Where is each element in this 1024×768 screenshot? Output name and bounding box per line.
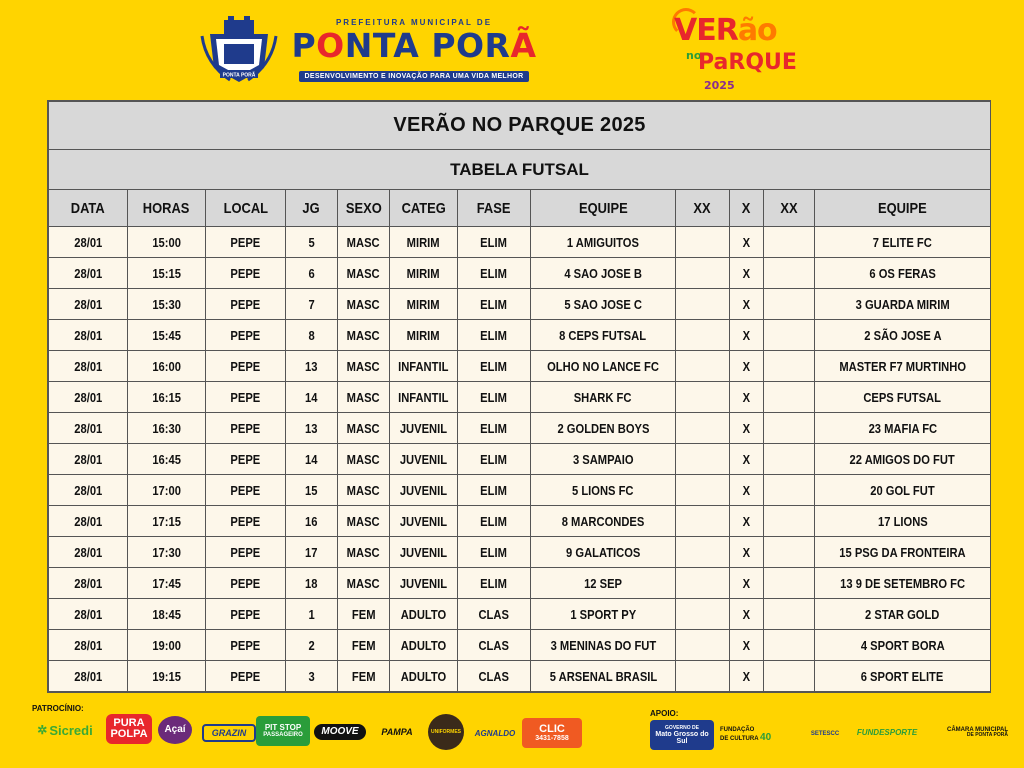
cell-versus: X bbox=[730, 475, 764, 506]
cell-phase: ELIM bbox=[458, 413, 531, 444]
cell-time: 17:45 bbox=[128, 568, 206, 599]
table-row bbox=[49, 351, 991, 382]
cell-gender: FEM bbox=[338, 599, 390, 630]
pampa-logo: PAMPA bbox=[381, 726, 413, 737]
cell-score-away bbox=[764, 382, 815, 413]
cell-time: 16:30 bbox=[128, 413, 206, 444]
cell-score-home bbox=[676, 382, 730, 413]
cell-versus: X bbox=[730, 599, 764, 630]
cell-location: PEPE bbox=[206, 444, 286, 475]
event-logo-verao: VERão bbox=[674, 13, 777, 48]
uniformes-logo: UNIFORMES bbox=[428, 714, 464, 750]
cell-location: PEPE bbox=[206, 506, 286, 537]
cell-score-away bbox=[764, 630, 815, 661]
cell-category: MIRIM bbox=[390, 289, 458, 320]
cell-location: PEPE bbox=[206, 320, 286, 351]
cell-score-away bbox=[764, 537, 815, 568]
column-header-team-home: EQUIPE bbox=[531, 190, 676, 227]
cell-game: 1 bbox=[286, 599, 338, 630]
cell-score-away bbox=[764, 258, 815, 289]
cell-category: MIRIM bbox=[390, 258, 458, 289]
cell-gender: MASC bbox=[338, 351, 390, 382]
cell-score-away bbox=[764, 351, 815, 382]
cell-gender: MASC bbox=[338, 413, 390, 444]
cell-time: 16:45 bbox=[128, 444, 206, 475]
cell-versus: X bbox=[730, 227, 764, 258]
cell-team-home: OLHO NO LANCE FC bbox=[531, 351, 676, 382]
agnaldo-logo: AGNALDO bbox=[474, 729, 516, 738]
cell-date: 28/01 bbox=[49, 599, 128, 630]
cell-gender: MASC bbox=[338, 506, 390, 537]
cell-time: 15:00 bbox=[128, 227, 206, 258]
table-row bbox=[49, 537, 991, 568]
cell-team-home: 5 SAO JOSE C bbox=[531, 289, 676, 320]
moove-logo: MOOVE bbox=[314, 724, 366, 740]
cell-score-home bbox=[676, 289, 730, 320]
pit-stop-logo: PIT STOP PASSAGEIRO bbox=[256, 716, 310, 746]
cell-versus: X bbox=[730, 382, 764, 413]
cell-phase: ELIM bbox=[458, 444, 531, 475]
cell-game: 8 bbox=[286, 320, 338, 351]
cell-versus: X bbox=[730, 630, 764, 661]
cell-game: 15 bbox=[286, 475, 338, 506]
column-header-time: HORAS bbox=[128, 190, 206, 227]
cell-gender: MASC bbox=[338, 537, 390, 568]
cell-team-home: SHARK FC bbox=[531, 382, 676, 413]
cell-team-away: 17 LIONS bbox=[815, 506, 991, 537]
city-name: PONTA PORÃ bbox=[291, 26, 537, 65]
cell-phase: ELIM bbox=[458, 227, 531, 258]
cell-versus: X bbox=[730, 568, 764, 599]
cell-score-home bbox=[676, 320, 730, 351]
column-header-category: CATEG bbox=[390, 190, 458, 227]
cell-versus: X bbox=[730, 506, 764, 537]
cell-score-home bbox=[676, 444, 730, 475]
cell-score-away bbox=[764, 475, 815, 506]
cell-category: ADULTO bbox=[390, 630, 458, 661]
cell-gender: MASC bbox=[338, 227, 390, 258]
cell-team-away: 4 SPORT BORA bbox=[815, 630, 991, 661]
cell-game: 16 bbox=[286, 506, 338, 537]
pura-polpa-logo: PURA POLPA bbox=[106, 714, 152, 744]
column-header-gender: SEXO bbox=[338, 190, 390, 227]
cell-team-away: 6 OS FERAS bbox=[815, 258, 991, 289]
column-header-phase: FASE bbox=[458, 190, 531, 227]
cell-location: PEPE bbox=[206, 227, 286, 258]
cell-gender: MASC bbox=[338, 444, 390, 475]
cell-category: INFANTIL bbox=[390, 351, 458, 382]
cell-gender: FEM bbox=[338, 630, 390, 661]
cell-game: 17 bbox=[286, 537, 338, 568]
cell-score-away bbox=[764, 320, 815, 351]
patrocinio-label: PATROCÍNIO: bbox=[32, 704, 84, 713]
column-header-versus: X bbox=[730, 190, 764, 227]
schedule-table-container bbox=[47, 100, 991, 693]
cell-team-home: 8 MARCONDES bbox=[531, 506, 676, 537]
column-header-score-away: XX bbox=[764, 190, 815, 227]
apoio-label: APOIO: bbox=[650, 709, 679, 718]
cell-score-away bbox=[764, 599, 815, 630]
cell-score-home bbox=[676, 599, 730, 630]
cell-game: 14 bbox=[286, 444, 338, 475]
cell-date: 28/01 bbox=[49, 444, 128, 475]
cell-versus: X bbox=[730, 413, 764, 444]
cell-versus: X bbox=[730, 289, 764, 320]
cell-category: JUVENIL bbox=[390, 568, 458, 599]
cell-score-away bbox=[764, 661, 815, 692]
cell-team-away: 7 ELITE FC bbox=[815, 227, 991, 258]
cell-game: 6 bbox=[286, 258, 338, 289]
cell-phase: ELIM bbox=[458, 506, 531, 537]
cell-date: 28/01 bbox=[49, 320, 128, 351]
setescc-logo: SETESCC bbox=[810, 731, 840, 737]
cell-score-home bbox=[676, 258, 730, 289]
table-row bbox=[49, 413, 991, 444]
city-crest-logo bbox=[200, 14, 278, 86]
cell-date: 28/01 bbox=[49, 413, 128, 444]
cell-location: PEPE bbox=[206, 537, 286, 568]
cell-team-home: 1 SPORT PY bbox=[531, 599, 676, 630]
cell-team-home: 5 LIONS FC bbox=[531, 475, 676, 506]
cell-category: MIRIM bbox=[390, 227, 458, 258]
cell-category: JUVENIL bbox=[390, 475, 458, 506]
cell-phase: CLAS bbox=[458, 661, 531, 692]
table-row bbox=[49, 506, 991, 537]
grazin-logo: GRAZIN bbox=[202, 724, 256, 742]
cell-gender: MASC bbox=[338, 258, 390, 289]
table-row bbox=[49, 599, 991, 630]
cell-team-away: 22 AMIGOS DO FUT bbox=[815, 444, 991, 475]
cell-date: 28/01 bbox=[49, 258, 128, 289]
event-logo-parque: PaRQUE bbox=[698, 50, 797, 75]
cell-time: 18:45 bbox=[128, 599, 206, 630]
cell-versus: X bbox=[730, 351, 764, 382]
cell-team-away: 23 MAFIA FC bbox=[815, 413, 991, 444]
cell-category: JUVENIL bbox=[390, 537, 458, 568]
cell-game: 5 bbox=[286, 227, 338, 258]
table-row bbox=[49, 258, 991, 289]
cell-score-home bbox=[676, 351, 730, 382]
cell-versus: X bbox=[730, 537, 764, 568]
camara-municipal-logo: CÂMARA MUNICIPAL DE PONTA PORÃ bbox=[947, 726, 1008, 738]
verao-no-parque-logo bbox=[668, 6, 797, 98]
cell-gender: MASC bbox=[338, 475, 390, 506]
cell-location: PEPE bbox=[206, 630, 286, 661]
cell-team-away: 15 PSG DA FRONTEIRA bbox=[815, 537, 991, 568]
cell-score-home bbox=[676, 475, 730, 506]
cell-team-home: 3 MENINAS DO FUT bbox=[531, 630, 676, 661]
cell-date: 28/01 bbox=[49, 537, 128, 568]
table-row bbox=[49, 227, 991, 258]
page-footer bbox=[0, 700, 1024, 768]
cell-date: 28/01 bbox=[49, 289, 128, 320]
table-subtitle: TABELA FUTSAL bbox=[49, 150, 991, 190]
cell-category: INFANTIL bbox=[390, 382, 458, 413]
table-row bbox=[49, 661, 991, 692]
cell-game: 18 bbox=[286, 568, 338, 599]
cell-team-away: 2 SÃO JOSE A bbox=[815, 320, 991, 351]
cell-team-home: 8 CEPS FUTSAL bbox=[531, 320, 676, 351]
table-row bbox=[49, 475, 991, 506]
cell-category: JUVENIL bbox=[390, 444, 458, 475]
cell-team-away: 2 STAR GOLD bbox=[815, 599, 991, 630]
cell-team-home: 2 GOLDEN BOYS bbox=[531, 413, 676, 444]
table-row bbox=[49, 289, 991, 320]
cell-date: 28/01 bbox=[49, 506, 128, 537]
column-header-team-away: EQUIPE bbox=[815, 190, 991, 227]
cell-team-home: 1 AMIGUITOS bbox=[531, 227, 676, 258]
cell-time: 17:00 bbox=[128, 475, 206, 506]
city-tagline: DESENVOLVIMENTO E INOVAÇÃO PARA UMA VIDA MELHOR bbox=[299, 71, 530, 82]
cell-score-home bbox=[676, 661, 730, 692]
cell-time: 16:15 bbox=[128, 382, 206, 413]
acai-logo: Açaí bbox=[158, 716, 192, 744]
crest-text: PONTA PORÃ bbox=[222, 72, 256, 79]
cell-location: PEPE bbox=[206, 413, 286, 444]
cell-game: 14 bbox=[286, 382, 338, 413]
cell-category: MIRIM bbox=[390, 320, 458, 351]
column-header-game: JG bbox=[286, 190, 338, 227]
cell-team-away: 13 9 DE SETEMBRO FC bbox=[815, 568, 991, 599]
table-row bbox=[49, 382, 991, 413]
cell-team-home: 9 GALATICOS bbox=[531, 537, 676, 568]
cell-location: PEPE bbox=[206, 351, 286, 382]
cell-versus: X bbox=[730, 258, 764, 289]
event-logo-year: 2025 bbox=[704, 79, 735, 92]
cell-team-away: CEPS FUTSAL bbox=[815, 382, 991, 413]
cell-gender: MASC bbox=[338, 289, 390, 320]
cell-phase: CLAS bbox=[458, 599, 531, 630]
cell-score-away bbox=[764, 413, 815, 444]
cell-game: 7 bbox=[286, 289, 338, 320]
cell-time: 16:00 bbox=[128, 351, 206, 382]
cell-location: PEPE bbox=[206, 289, 286, 320]
cell-time: 15:45 bbox=[128, 320, 206, 351]
cell-location: PEPE bbox=[206, 568, 286, 599]
event-logo-no: no bbox=[686, 49, 702, 62]
cell-date: 28/01 bbox=[49, 382, 128, 413]
cell-date: 28/01 bbox=[49, 630, 128, 661]
cell-phase: ELIM bbox=[458, 320, 531, 351]
cell-phase: ELIM bbox=[458, 258, 531, 289]
cell-team-away: 3 GUARDA MIRIM bbox=[815, 289, 991, 320]
column-header-row bbox=[49, 190, 991, 227]
futsal-schedule-table bbox=[48, 101, 991, 692]
cell-score-home bbox=[676, 630, 730, 661]
cell-date: 28/01 bbox=[49, 475, 128, 506]
cell-date: 28/01 bbox=[49, 227, 128, 258]
cell-gender: FEM bbox=[338, 661, 390, 692]
clic-logo: CLIC 3431-7858 bbox=[522, 718, 582, 748]
cell-score-home bbox=[676, 537, 730, 568]
table-row bbox=[49, 568, 991, 599]
cell-score-home bbox=[676, 413, 730, 444]
cell-phase: CLAS bbox=[458, 630, 531, 661]
cell-team-away: 6 SPORT ELITE bbox=[815, 661, 991, 692]
column-header-location: LOCAL bbox=[206, 190, 286, 227]
cell-score-home bbox=[676, 506, 730, 537]
column-header-score-home: XX bbox=[676, 190, 730, 227]
cell-phase: ELIM bbox=[458, 568, 531, 599]
cell-category: JUVENIL bbox=[390, 413, 458, 444]
cell-score-away bbox=[764, 444, 815, 475]
cell-time: 15:15 bbox=[128, 258, 206, 289]
cell-date: 28/01 bbox=[49, 351, 128, 382]
cell-gender: MASC bbox=[338, 382, 390, 413]
cell-phase: ELIM bbox=[458, 351, 531, 382]
cell-team-away: 20 GOL FUT bbox=[815, 475, 991, 506]
cell-game: 13 bbox=[286, 351, 338, 382]
cell-score-home bbox=[676, 227, 730, 258]
cell-score-home bbox=[676, 568, 730, 599]
table-row bbox=[49, 630, 991, 661]
cell-versus: X bbox=[730, 320, 764, 351]
cell-game: 2 bbox=[286, 630, 338, 661]
cell-team-home: 3 SAMPAIO bbox=[531, 444, 676, 475]
governo-ms-logo: GOVERNO DE Mato Grosso do Sul bbox=[650, 720, 714, 750]
sicredi-logo: ✲ Sicredi bbox=[37, 722, 93, 738]
cell-time: 19:15 bbox=[128, 661, 206, 692]
table-body bbox=[49, 227, 991, 692]
cell-location: PEPE bbox=[206, 661, 286, 692]
city-branding bbox=[284, 18, 544, 88]
cell-phase: ELIM bbox=[458, 475, 531, 506]
cell-location: PEPE bbox=[206, 382, 286, 413]
cell-category: ADULTO bbox=[390, 599, 458, 630]
cell-score-away bbox=[764, 289, 815, 320]
cell-location: PEPE bbox=[206, 599, 286, 630]
cell-gender: MASC bbox=[338, 320, 390, 351]
cell-phase: ELIM bbox=[458, 289, 531, 320]
cell-time: 17:15 bbox=[128, 506, 206, 537]
cell-phase: ELIM bbox=[458, 537, 531, 568]
cell-location: PEPE bbox=[206, 475, 286, 506]
fundacao-cultura-logo: FUNDAÇÃO DE CULTURA 40 bbox=[720, 727, 772, 743]
cell-score-away bbox=[764, 568, 815, 599]
cell-versus: X bbox=[730, 444, 764, 475]
page-header bbox=[0, 0, 1024, 100]
cell-gender: MASC bbox=[338, 568, 390, 599]
fundesporte-logo: FUNDESPORTE bbox=[856, 728, 918, 737]
prefeitura-label: PREFEITURA MUNICIPAL DE bbox=[335, 18, 493, 27]
cell-score-away bbox=[764, 227, 815, 258]
cell-date: 28/01 bbox=[49, 661, 128, 692]
table-row bbox=[49, 444, 991, 475]
cell-category: JUVENIL bbox=[390, 506, 458, 537]
table-title: VERÃO NO PARQUE 2025 bbox=[49, 102, 991, 150]
cell-time: 19:00 bbox=[128, 630, 206, 661]
cell-team-home: 12 SEP bbox=[531, 568, 676, 599]
table-row bbox=[49, 320, 991, 351]
cell-team-home: 5 ARSENAL BRASIL bbox=[531, 661, 676, 692]
cell-game: 13 bbox=[286, 413, 338, 444]
cell-versus: X bbox=[730, 661, 764, 692]
cell-score-away bbox=[764, 506, 815, 537]
cell-date: 28/01 bbox=[49, 568, 128, 599]
cell-team-home: 4 SAO JOSE B bbox=[531, 258, 676, 289]
cell-phase: ELIM bbox=[458, 382, 531, 413]
cell-category: ADULTO bbox=[390, 661, 458, 692]
sicredi-icon: ✲ bbox=[37, 723, 48, 737]
cell-time: 15:30 bbox=[128, 289, 206, 320]
column-header-date: DATA bbox=[49, 190, 128, 227]
cell-location: PEPE bbox=[206, 258, 286, 289]
cell-team-away: MASTER F7 MURTINHO bbox=[815, 351, 991, 382]
cell-time: 17:30 bbox=[128, 537, 206, 568]
cell-game: 3 bbox=[286, 661, 338, 692]
